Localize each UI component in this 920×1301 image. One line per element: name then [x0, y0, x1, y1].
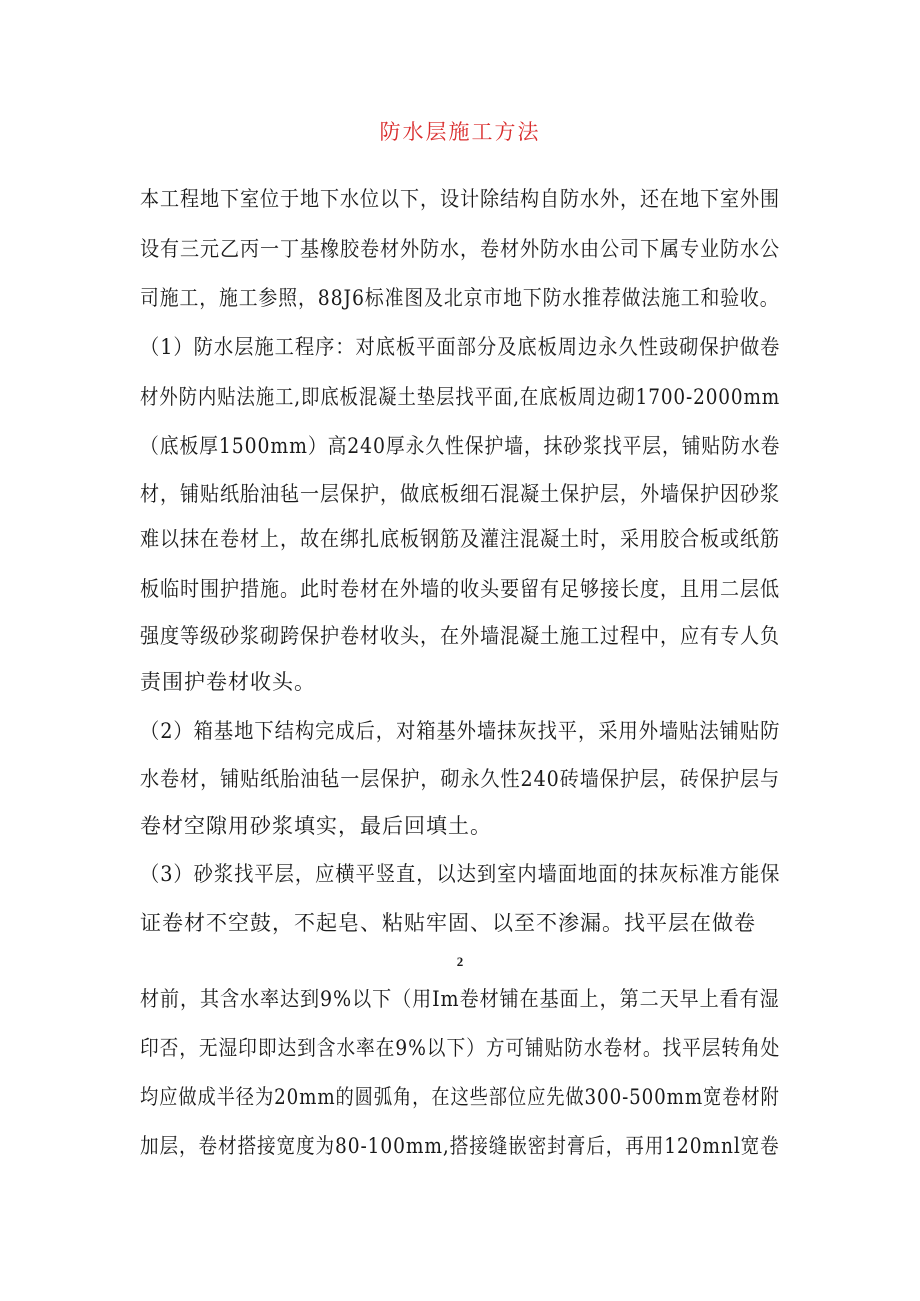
body-line: 难以抹在卷材上，故在绑扎底板钢筋及灌注混凝土时，采用胶合板或纸筋: [140, 527, 780, 551]
body-line: 本工程地下室位于地下水位以下，设计除结构自防水外，还在地下室外围: [140, 187, 780, 211]
body-line: （底板厚1500mm）高240厚永久性保护墙，抹砂浆找平层，铺贴防水卷: [140, 434, 781, 458]
body-line: 印否，无湿印即达到含水率在9%以下）方可铺贴防水卷材。找平层转角处: [140, 1036, 781, 1060]
body-line: 证卷材不空鼓，不起皂、粘贴牢固、以至不渗漏。找平层在做卷: [140, 911, 756, 935]
body-line: 加层，卷材搭接宽度为80-100mm,搭接缝嵌密封膏后，再用120mnl宽卷: [140, 1134, 780, 1158]
document-title: 防水层施工方法: [379, 120, 541, 144]
body-line: （3）砂浆找平层，应横平竖直，以达到室内墙面地面的抹灰标准方能保: [140, 862, 781, 886]
body-line: 材前，其含水率达到9%以下（用Im卷材铺在基面上，第二天早上看有湿: [140, 987, 780, 1011]
body-line: 责围护卷材收头。: [140, 670, 316, 694]
body-line: 卷材空隙用砂浆填实，最后回填土。: [140, 814, 492, 838]
body-line: 水卷材，铺贴纸胎油毡一层保护，砌永久性240砖墙保护层，砖保护层与: [140, 767, 781, 791]
body-line: 司施工，施工参照，88J6标准图及北京市地下防水推荐做法施工和验收。: [140, 286, 780, 310]
body-line: （2）箱基地下结构完成后，对箱基外墙抹灰找平，采用外墙贴法铺贴防: [140, 719, 781, 743]
body-line: 板临时围护措施。此时卷材在外墙的收头要留有足够接长度，且用二层低: [140, 577, 780, 601]
body-line: 强度等级砂浆砌跨保护卷材收头，在外墙混凝土施工过程中，应有专人负: [140, 624, 780, 648]
body-line: （1）防水层施工程序：对底板平面部分及底板周边永久性豉砌保护做卷: [140, 335, 781, 359]
body-line: 设有三元乙丙一丁基橡胶卷材外防水，卷材外防水由公司下属专业防水公: [140, 237, 780, 261]
body-line: 均应做成半径为20mm的圆弧角，在这些部位应先做300-500mm宽卷材附: [140, 1085, 780, 1109]
page-number: 2: [456, 954, 464, 969]
body-line: 材外防内贴法施工,即底板混凝土垫层找平面,在底板周边砌1700-2000mm: [140, 385, 781, 409]
body-line: 材，铺贴纸胎油毡一层保护，做底板细石混凝土保护层，外墙保护因砂浆: [140, 482, 780, 506]
